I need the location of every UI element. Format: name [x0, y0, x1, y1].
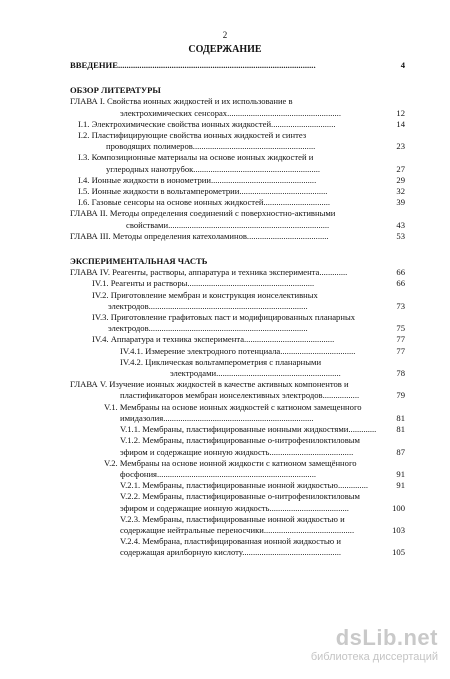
- toc-entry-text: свойствами...........................................................................: [126, 219, 330, 230]
- toc-entry-text: I.2. Пластифицирующие свойства ионных жидкостей и синтез: [78, 130, 307, 141]
- toc-entry-text: IV.2. Приготовление мембран и конструкция ионселективных: [92, 289, 318, 300]
- toc-entry-page: 32: [396, 186, 405, 197]
- toc-entry-page: 27: [396, 163, 405, 174]
- toc-entry-page: 81: [396, 424, 405, 435]
- toc-entry-text: V.2. Мембраны на основе ионной жидкости с катионом замещённого: [104, 457, 357, 468]
- toc-entry-text: V.1. Мембраны на основе ионных жидкостей с катионом замещенного: [104, 401, 362, 412]
- toc-entry: [70, 547, 405, 558]
- toc-entry-page: 66: [396, 267, 405, 278]
- page-title: СОДЕРЖАНИЕ: [188, 44, 262, 55]
- toc-entry-text: V.2.1. Мембраны, пластифицированные ионной жидкостью..............: [120, 480, 369, 491]
- toc-entry: [70, 435, 405, 446]
- toc-entry-page: 100: [392, 502, 405, 513]
- toc-entry-text: V.1.2. Мембраны, пластифицированные о-нитрофенилоктиловым: [120, 435, 360, 446]
- toc-entry-text: ГЛАВА II. Методы определения соединений с поверхностно-активными: [70, 208, 336, 219]
- toc-entry: [70, 525, 405, 536]
- toc-entry-text: эфиром и содержащие ионную жидкость.......................................: [120, 446, 354, 457]
- toc-entry-text: I.4. Ионные жидкости в ионометрии.................................................: [78, 174, 317, 185]
- toc-entry-text: пластификаторов мембран ионселективных электродов.................: [120, 390, 360, 401]
- toc-entry: [70, 357, 405, 368]
- toc-entry: [70, 503, 405, 514]
- toc-entry-text: IV.4. Аппаратура и техника эксперимента..........................................: [92, 334, 335, 345]
- toc-entry-page: 79: [396, 390, 405, 401]
- toc-entry-text: ГЛАВА IV. Реагенты, растворы, аппаратура и техника эксперимента.............: [70, 267, 348, 278]
- toc-entry: [70, 312, 405, 323]
- toc-entry-text: ГЛАВА V. Изучение ионных жидкостей в качестве активных компонентов и: [70, 379, 349, 390]
- toc-entry-page: 87: [396, 446, 405, 457]
- toc-entry: [70, 220, 405, 231]
- toc-entry-text: фосфония..........................................................................: [120, 468, 316, 479]
- toc-entry: [70, 60, 405, 71]
- toc-entry-text: I.1. Электрохимические свойства ионных жидкостей..............................: [78, 118, 336, 129]
- toc-entry-text: эфиром и содержащие ионную жидкость.....................................: [120, 502, 349, 513]
- toc-entry-page: 77: [396, 345, 405, 356]
- toc-entry: [70, 152, 405, 163]
- toc-entry: [70, 85, 405, 96]
- toc-entry: [70, 390, 405, 401]
- table-of-contents: [70, 60, 405, 559]
- toc-entry-text: содержащая арилборную кислоту..............................................: [120, 547, 342, 558]
- toc-entry-page: 105: [392, 547, 405, 558]
- toc-entry-page: 14: [396, 118, 405, 129]
- toc-entry: [70, 208, 405, 219]
- toc-entry-text: V.2.2. Мембраны, пластифицированные о-нитрофенилоктиловым: [120, 491, 360, 502]
- toc-entry: [70, 458, 405, 469]
- toc-entry-text: I.5. Ионные жидкости в вольтамперометрии.........................................: [78, 186, 328, 197]
- toc-entry: [70, 130, 405, 141]
- toc-entry-text: углеродных нанотрубок...........................................................: [106, 163, 321, 174]
- toc-entry: [70, 175, 405, 186]
- toc-entry-text: электродов..........................................................................: [108, 300, 308, 311]
- toc-entry-text: IV.4.1. Измерение электродного потенциала...................................: [120, 345, 356, 356]
- toc-entry-text: I.3. Композиционные материалы на основе ионных жидкостей и: [78, 152, 314, 163]
- watermark-logo: dsLib.net: [335, 625, 438, 650]
- toc-entry: [70, 278, 405, 289]
- toc-entry: [70, 368, 405, 379]
- toc-entry-text: IV.3. Приготовление графитовых паст и модифицированных планарных: [92, 312, 356, 323]
- toc-entry-text: ВВЕДЕНИЕ............................................................................................: [70, 60, 316, 70]
- toc-entry: [70, 301, 405, 312]
- toc-entry-page: 78: [396, 368, 405, 379]
- toc-entry: [70, 469, 405, 480]
- toc-entry-text: V.2.3. Мембраны, пластифицированные ионной жидкостью и: [120, 513, 345, 524]
- toc-entry-page: 53: [396, 230, 405, 241]
- toc-entry-text: V.2.4. Мембрана, пластифицированная ионной жидкостью и: [120, 536, 341, 547]
- toc-entry: [70, 402, 405, 413]
- toc-entry: [70, 514, 405, 525]
- toc-entry-page: 81: [396, 412, 405, 423]
- toc-entry-text: IV.1. Реагенты и растворы...........................................................: [92, 278, 315, 289]
- toc-entry-text: содержащие нейтральные переносчики..........................................: [120, 524, 355, 535]
- toc-entry: [70, 491, 405, 502]
- toc-entry: [70, 186, 405, 197]
- toc-entry: [70, 323, 405, 334]
- toc-entry-text: имидазолия......................................................................: [120, 412, 314, 423]
- toc-entry-page: 66: [396, 278, 405, 289]
- toc-entry: [70, 256, 405, 267]
- toc-entry: [70, 108, 405, 119]
- toc-entry: [70, 334, 405, 345]
- watermark: [288, 625, 438, 665]
- toc-entry-text: IV.4.2. Циклическая вольтамперометрия с планарными: [120, 356, 322, 367]
- toc-entry: [70, 447, 405, 458]
- toc-entry-page: 12: [396, 107, 405, 118]
- toc-entry-text: ЭКСПЕРИМЕНТАЛЬНАЯ ЧАСТЬ: [70, 256, 208, 267]
- page-number: 2: [222, 30, 228, 40]
- toc-entry-text: ОБЗОР ЛИТЕРАТУРЫ: [70, 85, 161, 96]
- toc-entry: [70, 164, 405, 175]
- toc-entry-page: 43: [396, 219, 405, 230]
- toc-entry: [70, 119, 405, 130]
- toc-entry: [70, 536, 405, 547]
- toc-entry-page: 73: [396, 300, 405, 311]
- toc-entry-page: 91: [396, 468, 405, 479]
- toc-entry-page: 23: [396, 141, 405, 152]
- toc-entry: [70, 379, 405, 390]
- toc-entry-text: электродами..........................................................: [170, 368, 341, 379]
- toc-entry: [70, 197, 405, 208]
- toc-entry-text: V.1.1. Мембраны, пластифицированные ионными жидкостями.............: [120, 424, 377, 435]
- toc-entry: [70, 413, 405, 424]
- toc-entry: [70, 267, 405, 278]
- toc-entry-text: ГЛАВА III. Методы определения катехоламинов......................................: [70, 230, 329, 241]
- toc-entry-page: 39: [396, 197, 405, 208]
- toc-entry-page: 103: [392, 524, 405, 535]
- toc-entry: [70, 480, 405, 491]
- toc-entry-text: проводящих полимеров.........................................................: [106, 141, 316, 152]
- toc-entry-page: 29: [396, 174, 405, 185]
- toc-entry: [70, 290, 405, 301]
- toc-entry-text: электродов..........................................................................: [108, 323, 308, 334]
- toc-entry-page: 91: [396, 480, 405, 491]
- watermark-subtitle: библиотека диссертаций: [310, 651, 438, 663]
- toc-entry: [70, 141, 405, 152]
- toc-entry-text: I.6. Газовые сенсоры на основе ионных жидкостей...............................: [78, 197, 331, 208]
- toc-entry-page: 75: [396, 323, 405, 334]
- toc-entry-text: ГЛАВА I. Свойства ионных жидкостей и их использование в: [70, 96, 293, 107]
- toc-entry-page: 77: [396, 334, 405, 345]
- toc-entry: [70, 231, 405, 242]
- toc-entry-text: электрохимических сенсорах.....................................................: [120, 107, 341, 118]
- toc-entry-page: 4: [400, 60, 405, 70]
- toc-entry: [70, 346, 405, 357]
- toc-entry: [70, 424, 405, 435]
- toc-entry: [70, 96, 405, 107]
